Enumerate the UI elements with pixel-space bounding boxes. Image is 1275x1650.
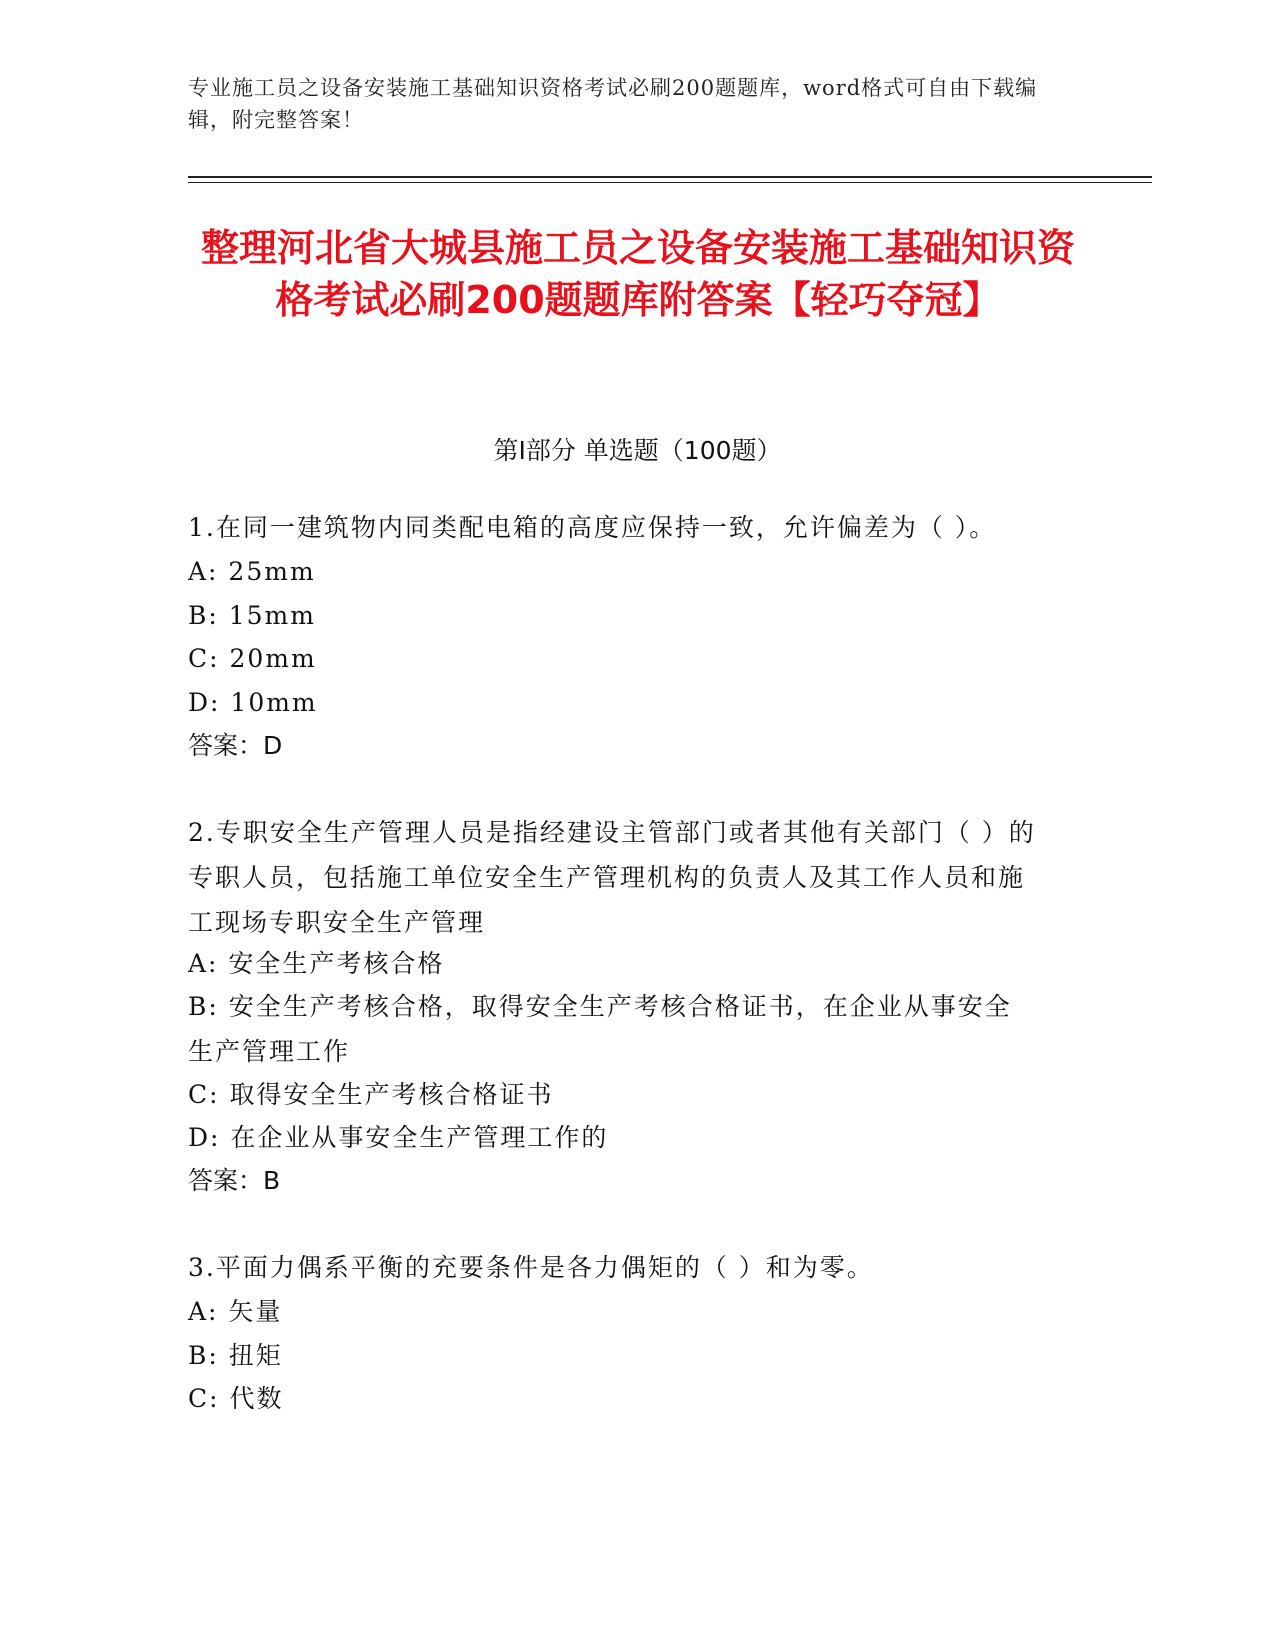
answer-label: 答案：D — [188, 731, 283, 760]
question-stem: 2.专职安全生产管理人员是指经建设主管部门或者其他有关部门（ ）的专职人员，包括施工单位安全生产管理机构的负责人及其工作人员和施工现场专职安全生产管理 — [188, 818, 1036, 937]
question-option: B: 15mm — [188, 601, 316, 630]
section-title: 第I部分 单选题（100题） — [493, 436, 782, 465]
document-title: 整理河北省大城县施工员之设备安装施工基础知识资格考试必刷200题题库附答案【轻巧夺冠】 — [200, 226, 1075, 322]
question-option: B: 扭矩 — [188, 1341, 283, 1370]
question-option: A: 安全生产考核合格 — [188, 949, 445, 978]
question-option: A: 矢量 — [188, 1297, 283, 1326]
question-option: C: 代数 — [188, 1384, 284, 1413]
question-stem: 3.平面力偶系平衡的充要条件是各力偶矩的（ ）和为零。 — [188, 1253, 874, 1282]
question-option: D: 10mm — [188, 688, 318, 717]
answer-label: 答案：B — [188, 1166, 281, 1195]
question-stem: 1.在同一建筑物内同类配电箱的高度应保持一致，允许偏差为（ ）。 — [188, 513, 997, 542]
header-rule-thick — [188, 176, 1152, 178]
header-note: 专业施工员之设备安装施工基础知识资格考试必刷200题题库，word格式可自由下载编辑，附完整答案！ — [188, 76, 1038, 132]
question-option: C: 取得安全生产考核合格证书 — [188, 1080, 554, 1109]
question-option: A: 25mm — [188, 557, 316, 586]
header-rule-thin — [188, 182, 1152, 183]
question-option: C: 20mm — [188, 644, 317, 673]
question-option: B: 安全生产考核合格，取得安全生产考核合格证书，在企业从事安全生产管理工作 — [188, 992, 1012, 1066]
question-option: D: 在企业从事安全生产管理工作的 — [188, 1123, 609, 1152]
